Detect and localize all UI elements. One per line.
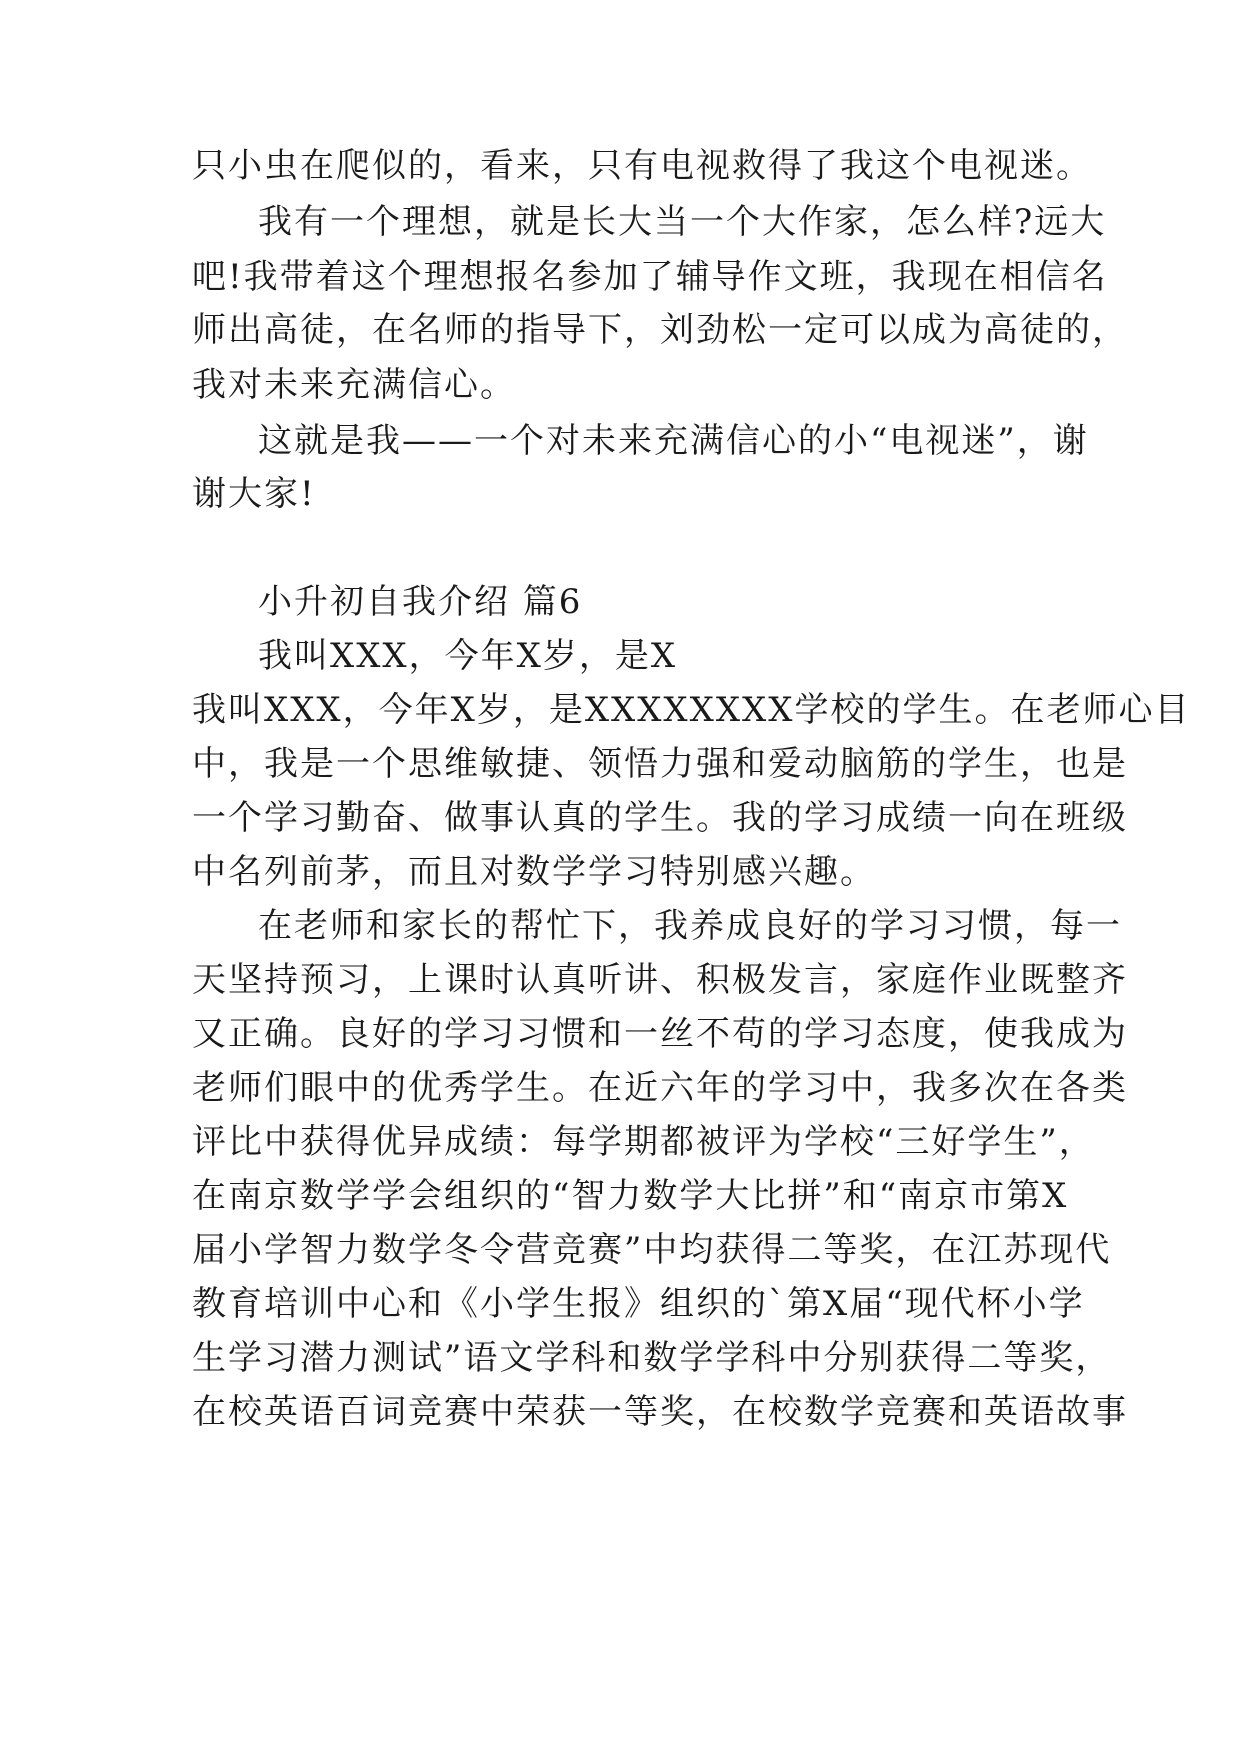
text-line: 师出高徒，在名师的指导下，刘劲松一定可以成为高徒的， — [192, 310, 1128, 350]
text-line: 谢大家! — [192, 474, 316, 514]
text-line: 教育培训中心和《小学生报》组织的`第X届“现代杯小学 — [192, 1284, 1085, 1324]
text-line: 我对未来充满信心。 — [192, 365, 516, 405]
text-line: 届小学智力数学冬令营竞赛”中均获得二等奖，在江苏现代 — [192, 1230, 1112, 1270]
text-line: 我叫XXX，今年X岁，是XXXXXXXX学校的学生。在老师心目 — [192, 690, 1191, 730]
text-line: 吧!我带着这个理想报名参加了辅导作文班，我现在相信名 — [192, 257, 1108, 297]
section-heading: 小升初自我介绍 篇6 — [258, 582, 583, 622]
text-line: 老师们眼中的优秀学生。在近六年的学习中，我多次在各类 — [192, 1068, 1128, 1108]
paragraph-start-line: 在老师和家长的帮忙下，我养成良好的学习习惯，每一 — [258, 906, 1122, 946]
text-line: 又正确。良好的学习习惯和一丝不苟的学习态度，使我成为 — [192, 1014, 1128, 1054]
text-line: 评比中获得优异成绩：每学期都被评为学校“三好学生”， — [192, 1122, 1095, 1162]
text-line: 在南京数学学会组织的“智力数学大比拼”和“南京市第X — [192, 1176, 1069, 1216]
text-line: 天坚持预习，上课时认真听讲、积极发言，家庭作业既整齐 — [192, 960, 1128, 1000]
paragraph-start-line: 我叫XXX，今年X岁，是X — [258, 636, 678, 676]
text-line: 生学习潜力测试”语文学科和数学学科中分别获得二等奖， — [192, 1338, 1112, 1378]
text-line: 一个学习勤奋、做事认真的学生。我的学习成绩一向在班级 — [192, 798, 1128, 838]
text-line: 中，我是一个思维敏捷、领悟力强和爱动脑筋的学生，也是 — [192, 744, 1128, 784]
paragraph-start-line: 这就是我——一个对未来充满信心的小“电视迷”，谢 — [258, 421, 1089, 461]
text-line: 只小虫在爬似的，看来，只有电视救得了我这个电视迷。 — [192, 146, 1092, 186]
text-line: 中名列前茅，而且对数学学习特别感兴趣。 — [192, 852, 876, 892]
paragraph-start-line: 我有一个理想，就是长大当一个大作家，怎么样?远大 — [258, 202, 1107, 242]
text-line: 在校英语百词竞赛中荣获一等奖，在校数学竞赛和英语故事 — [192, 1392, 1128, 1432]
